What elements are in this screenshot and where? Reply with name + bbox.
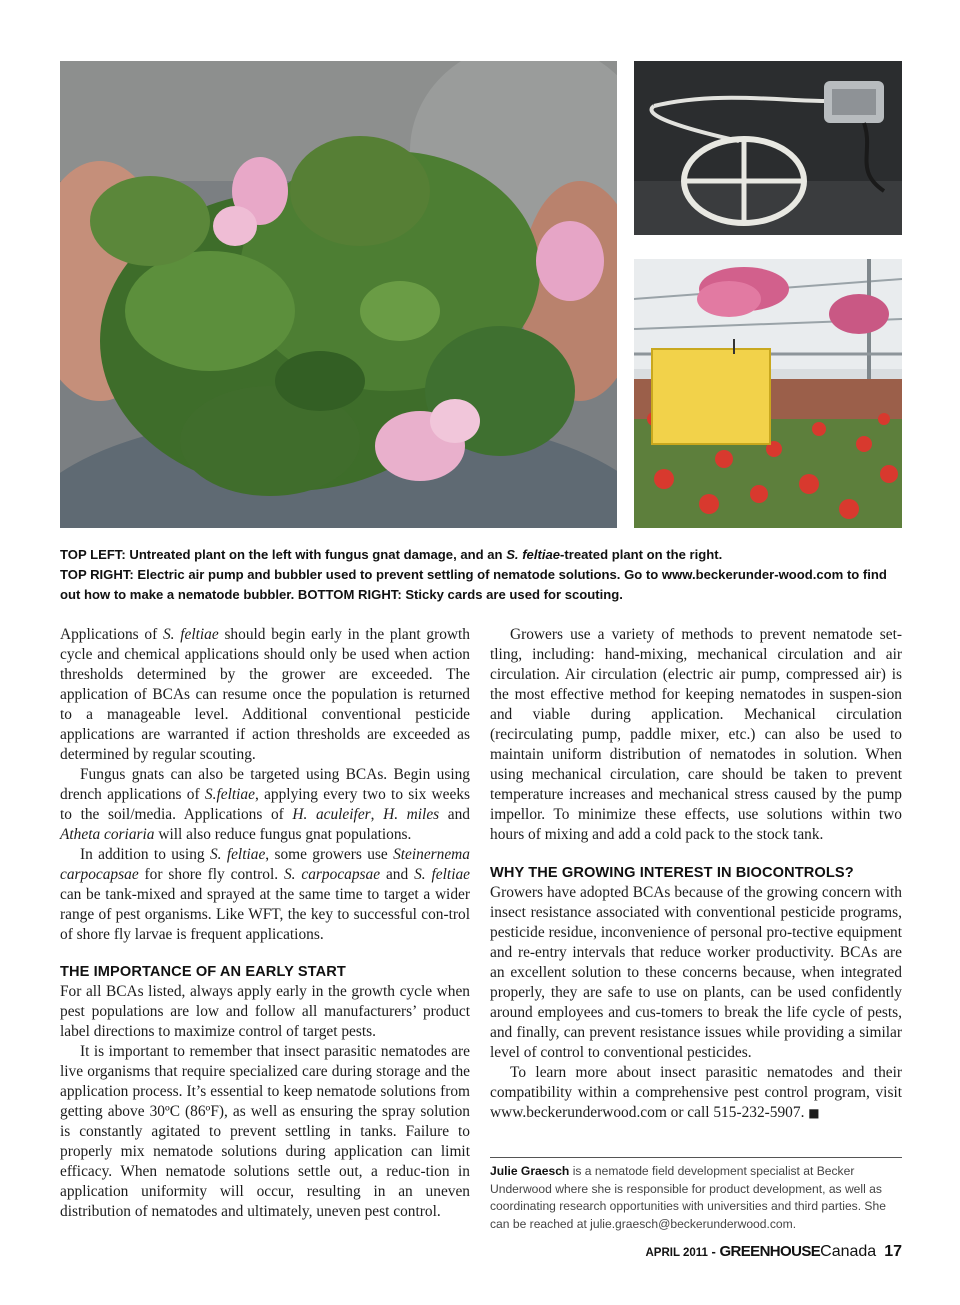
paragraph: Growers have adopted BCAs because of the growing concern with insect resistance associated with conventional pesticide programs, pesticide residue, inconvenience of personal pro-tective equipment and re-entry intervals that reduce worker productivity. BCAs are an excellent solution to these concerns because, when integrated properly, they are safe to use on plants, can be used confidently around employees and cus-tomers to break the life cycle of pests, and finally, can prevent resistance issues while providing a similar level of control to conventional pesticides. [490, 884, 902, 1061]
caption-species: S. feltiae [506, 547, 561, 562]
caption-line-right [60, 565, 902, 605]
author-bio [490, 1163, 902, 1233]
caption-label: TOP LEFT: [60, 547, 126, 562]
paragraph: Fungus gnats can also be targeted using BCAs. Begin using drench applications of S.feltiae, applying every two to six weeks to the soil/media. Applications of H. aculeifer, H. miles and Atheta coriaria will also reduce fungus gnat populations. [60, 766, 471, 843]
section-heading: WHY THE GROWING INTEREST IN BIOCONTROLS? [490, 865, 854, 881]
paragraph: In addition to using S. feltiae, some growers use Steinernema carpocapsae for shore fly control. S. carpocapsae and S. feltiae can be tank-mixed and sprayed at the same time to target a wider range of pest organisms. Like WFT, the key to successful con-trol of shore fly larvae is frequent applications. [60, 846, 470, 943]
caption-line-top-left [60, 545, 902, 565]
page-number: 17 [884, 1243, 902, 1260]
caption-text: Electric air pump and bubbler used to prevent settling of nematode solutions. Go to www.beckerunder-wood.com to find out how to make a nematode bubbler. [60, 567, 887, 602]
page-footer [620, 1243, 902, 1261]
author-bio-text: is a nematode field development specialist at Becker Underwood where she is responsible for product development, as well as coordinating research opportunities with universities and third parties. She can be reached at julie.graesch@beckerunderwood.com. [490, 1164, 886, 1231]
paragraph: Applications of S. feltiae should begin early in the plant growth cycle and chemical applications should only be used when action thresholds determined by the grower are exceeded. The application of BCAs can resume once the population is returned to a manageable level. Additional conventional pesticide applications are warranted if action thresholds are exceeded as determined by regular scouting. [60, 626, 470, 763]
caption-text: Sticky cards are used for scouting. [401, 587, 623, 602]
end-mark: ■ [808, 1106, 820, 1120]
sticky-card-greenhouse-photo [634, 259, 902, 528]
magazine-name: GREENHOUSE [719, 1243, 821, 1260]
bio-divider [490, 1157, 902, 1158]
section-heading: THE IMPORTANCE OF AN EARLY START [60, 964, 346, 980]
caption-text: -treated plant on the right. [560, 547, 723, 562]
paragraph: To learn more about insect parasitic nematodes and their compatibility within a comprehensive pest control program, visit www.beckerunderwood.com or call 515-232-5907. ■ [490, 1064, 902, 1121]
footer-separator: - [707, 1244, 720, 1259]
magazine-name-suffix: Canada [820, 1243, 877, 1260]
article-column-right [490, 625, 902, 1123]
paragraph: For all BCAs listed, always apply early in the growth cycle when pest populations are low and follow all manufacturers’ product label directions to maximize control of target pests. [60, 983, 470, 1040]
caption-label: BOTTOM RIGHT: [297, 587, 402, 602]
caption-label: TOP RIGHT: [60, 567, 134, 582]
issue-date: APRIL 2011 [645, 1247, 708, 1259]
article-column-left [60, 625, 470, 1222]
caption-text: Untreated plant on the left with fungus gnat damage, and an [125, 547, 507, 562]
air-pump-bubbler-photo [634, 61, 902, 235]
author-name: Julie Graesch [490, 1164, 570, 1178]
paragraph: It is important to remember that insect parasitic nematodes are live organisms that require specialized care during storage and the application process. It’s essential to keep nematode solutions from getting above 30ºC (86ºF), as well as ensuring the spray solution is constantly agitated to prevent settling in tanks. Failure to properly mix nematode solutions during application can limit efficacy. When nematode solutions settle out, a reduc-tion in application uniformity will occur, resulting in an uneven distribution of nematodes and ultimately, uneven pest control. [60, 1043, 470, 1220]
paragraph: Growers use a variety of methods to prevent nematode set-tling, including: hand-mixing, mechanical circulation and air circulation. Air circulation (electric air pump, compressed air) is the most effective method for keeping nematodes in suspen-sion and viable during application. Mechanical circulation (recirculating pump, paddle mixer, etc.) can also be used to maintain uniform distribution of nematodes in solution. When using mechanical circulation, care should be taken to prevent temperature increases and mechanical stress caused by the pump impellor. To minimize these effects, use solutions within two hours of mixing and add a cold pack to the stock tank. [490, 626, 902, 843]
fungus-gnat-plant-comparison-photo [60, 61, 617, 528]
figure-caption [60, 545, 902, 605]
